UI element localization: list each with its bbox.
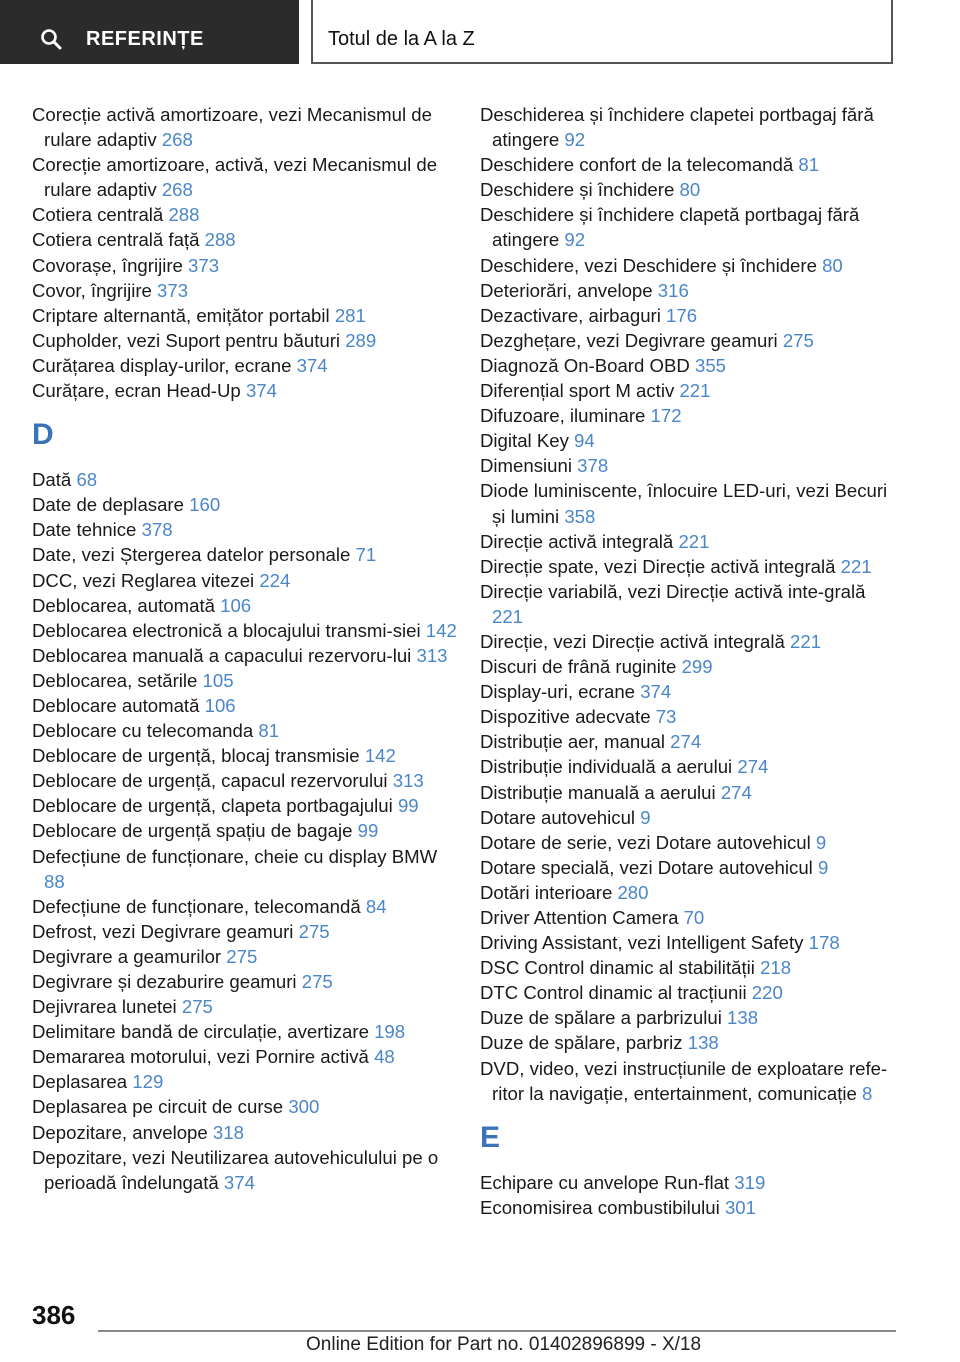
- index-entry-text: Date, vezi Ștergerea datelor personale: [32, 544, 351, 566]
- page-link[interactable]: 274: [737, 756, 769, 778]
- index-entry: [32, 718, 462, 743]
- page-link[interactable]: 268: [161, 179, 193, 201]
- section-letter: E: [480, 1120, 501, 1154]
- index-entry: [32, 303, 462, 328]
- page-link[interactable]: 88: [44, 870, 65, 892]
- page-link[interactable]: 274: [720, 781, 752, 803]
- index-entry-text: Driving Assistant, vezi Intelligent Safety: [480, 932, 804, 954]
- index-entry: [32, 152, 462, 202]
- index-entry-text: Deblocare de urgență, clapeta portbagajului: [32, 795, 393, 817]
- index-entry: [32, 1019, 462, 1044]
- page-link[interactable]: 9: [815, 831, 827, 853]
- page-link[interactable]: 70: [683, 907, 705, 928]
- page-link[interactable]: 84: [365, 895, 387, 917]
- index-entry-text: Deplasarea pe circuit de curse: [32, 1096, 284, 1118]
- page-link[interactable]: 288: [168, 204, 200, 226]
- page-link[interactable]: 221: [492, 605, 524, 627]
- page-link[interactable]: 374: [640, 681, 672, 703]
- index-entry-text: Dejivrarea lunetei: [32, 996, 177, 1018]
- index-entry-text: Display-uri, ecrane: [480, 681, 636, 703]
- index-entry: [480, 453, 900, 478]
- index-entry: [480, 579, 900, 629]
- index-entry: [32, 353, 462, 378]
- page-link[interactable]: 378: [577, 455, 609, 477]
- tab-a-to-z[interactable]: [311, 0, 893, 64]
- page-link[interactable]: 281: [334, 304, 366, 326]
- page-link[interactable]: 220: [751, 982, 783, 1004]
- index-entry-text: Dimensiuni: [480, 455, 572, 477]
- index-entry: [32, 818, 462, 843]
- page-link[interactable]: 176: [666, 304, 698, 326]
- index-entry-text: Deblocare de urgență, capacul rezervorului: [32, 770, 388, 792]
- index-entry-text: Duze de spălare a parbrizului: [480, 1007, 722, 1029]
- page-link[interactable]: 224: [259, 569, 291, 591]
- page-link[interactable]: 80: [679, 179, 701, 201]
- index-entry-text: Deblocare de urgență spațiu de bagaje: [32, 820, 353, 842]
- index-entry-text: Direcție variabilă, vezi Direcție activă inte-grală: [480, 580, 866, 602]
- index-entry-text: Deschidere, vezi Deschidere și închidere: [480, 254, 817, 276]
- page-link[interactable]: 92: [564, 129, 586, 151]
- index-entry-text: Difuzoare, iluminare: [480, 405, 646, 427]
- index-entry: [480, 1056, 900, 1106]
- index-entry: [32, 693, 462, 718]
- index-entry-text: Degivrare a geamurilor: [32, 945, 222, 967]
- index-entry-text: Digital Key: [480, 430, 569, 452]
- index-entry-text: Delimitare bandă de circulație, avertizare: [32, 1021, 369, 1043]
- index-entry-text: Distribuție aer, manual: [480, 731, 665, 753]
- index-entry-text: Depozitare, anvelope: [32, 1121, 208, 1143]
- page-link[interactable]: 301: [724, 1196, 756, 1218]
- index-entry: [32, 768, 462, 793]
- index-entry-text: Deblocare de urgență, blocaj transmisie: [32, 745, 360, 767]
- index-entry-text: Deschidere și închidere clapetă portbagaj fără atingere: [480, 204, 860, 251]
- index-entry-text: DSC Control dinamic al stabilității: [480, 957, 755, 979]
- index-entry: [32, 969, 462, 994]
- page-link[interactable]: 280: [617, 881, 649, 903]
- page-link[interactable]: 129: [132, 1071, 164, 1093]
- index-entry: [480, 629, 900, 654]
- index-entry-text: Deblocarea manuală a capacului rezervoru-lui: [32, 644, 412, 666]
- index-entry-text: Dotări interioare: [480, 881, 613, 903]
- search-icon: [40, 28, 62, 50]
- page-link[interactable]: 99: [397, 795, 419, 817]
- index-entry: [480, 704, 900, 729]
- index-entry: [32, 102, 462, 152]
- page-link[interactable]: 138: [727, 1007, 759, 1029]
- page-link[interactable]: 274: [670, 731, 702, 753]
- footer-edition-text: Online Edition for Part no. 01402896899 - X/18: [306, 1334, 702, 1355]
- page-link[interactable]: 218: [760, 957, 792, 979]
- page-link[interactable]: 374: [296, 354, 328, 376]
- index-entry-text: DTC Control dinamic al tracțiunii: [480, 982, 747, 1004]
- page-link[interactable]: 94: [574, 430, 595, 452]
- index-entry-text: Degivrare și dezaburire geamuri: [32, 971, 297, 992]
- page-link[interactable]: 198: [374, 1021, 406, 1043]
- index-entry: [480, 353, 900, 378]
- page-link[interactable]: 268: [161, 129, 193, 151]
- page-link[interactable]: 142: [364, 745, 396, 767]
- index-entry-text: Deblocare automată: [32, 694, 200, 716]
- index-entry-text: Curățare, ecran Head-Up: [32, 380, 241, 402]
- index-entry-text: Discuri de frână ruginite: [480, 656, 677, 678]
- page-link[interactable]: 289: [345, 329, 377, 351]
- page-link[interactable]: 142: [425, 619, 457, 641]
- index-entry-text: Diferențial sport M activ: [480, 380, 675, 402]
- index-entry: [480, 102, 900, 152]
- index-entry: [480, 1170, 900, 1195]
- index-entry-text: Covorașe, îngrijire: [32, 254, 183, 276]
- top-bar: [0, 0, 960, 66]
- index-entry-text: Defrost, vezi Degivrare geamuri: [32, 920, 294, 942]
- index-entry-text: Depozitare, vezi Neutilizarea autovehiculului pe o perioadă îndelungată: [32, 1146, 439, 1193]
- index-entry: [32, 643, 462, 668]
- index-entry-text: Deblocarea, automată: [32, 594, 215, 616]
- index-entry-text: Date de deplasare: [32, 494, 184, 516]
- index-entry: [32, 492, 462, 517]
- index-entry-text: Direcție spate, vezi Direcție activă integrală: [480, 555, 836, 577]
- page-link[interactable]: 48: [374, 1046, 395, 1068]
- index-entry-text: Dotare autovehicul: [480, 806, 636, 828]
- index-entry-text: Direcție activă integrală: [480, 530, 674, 552]
- page-link[interactable]: 221: [790, 630, 822, 652]
- page-link[interactable]: 319: [734, 1171, 766, 1193]
- index-entry-text: Deschidere și închidere: [480, 179, 675, 201]
- index-entry: [32, 253, 462, 278]
- index-entry: [480, 830, 900, 855]
- index-entry: [32, 467, 462, 492]
- index-entry: [480, 805, 900, 830]
- index-entry-text: Distribuție manuală a aerului: [480, 781, 716, 803]
- page-link[interactable]: 81: [798, 154, 820, 176]
- index-entry: [32, 568, 462, 593]
- index-entry-text: Duze de spălare, parbriz: [480, 1032, 683, 1054]
- index-entry: [480, 754, 900, 779]
- page-link[interactable]: 138: [687, 1032, 719, 1054]
- index-entry-text: Economisirea combustibilului: [480, 1196, 720, 1218]
- index-column-right: [480, 102, 900, 1220]
- index-entry: [32, 994, 462, 1019]
- index-entry: [480, 529, 900, 554]
- page-link[interactable]: 378: [141, 519, 173, 541]
- index-entry: [480, 378, 900, 403]
- page-link[interactable]: 99: [357, 820, 379, 842]
- page-link[interactable]: 221: [840, 555, 872, 577]
- index-entry-text: Cotiera centrală: [32, 204, 164, 226]
- index-entry: [32, 844, 462, 894]
- index-entry: [32, 793, 462, 818]
- index-entry: [480, 855, 900, 880]
- page-link[interactable]: 80: [822, 254, 843, 276]
- page-link[interactable]: 373: [188, 254, 220, 276]
- index-entry: [480, 1195, 900, 1220]
- page-link[interactable]: 106: [204, 694, 236, 716]
- index-entry-text: Deplasarea: [32, 1071, 128, 1093]
- index-entry: [32, 378, 462, 403]
- index-entry-text: Cupholder, vezi Suport pentru băuturi: [32, 329, 341, 351]
- index-entry: [32, 919, 462, 944]
- index-entry: [480, 328, 900, 353]
- page-link[interactable]: 92: [564, 229, 586, 251]
- index-entry-text: Corecție activă amortizoare, vezi Mecanismul de rulare adaptiv: [32, 104, 432, 151]
- index-entry-text: Dispozitive adecvate: [480, 706, 651, 728]
- index-entry: [32, 1044, 462, 1069]
- footer-divider: [98, 1330, 896, 1332]
- page-link[interactable]: 275: [301, 971, 333, 992]
- index-entry: [32, 278, 462, 303]
- page-link[interactable]: 318: [212, 1121, 244, 1143]
- page-link[interactable]: 8: [862, 1082, 873, 1104]
- page-link[interactable]: 221: [678, 530, 710, 552]
- index-entry-text: Distribuție individuală a aerului: [480, 756, 733, 778]
- page-link[interactable]: 316: [657, 279, 689, 301]
- page-link[interactable]: 73: [655, 706, 677, 728]
- index-entry: [32, 1120, 462, 1145]
- index-entry: [32, 593, 462, 618]
- index-entry-text: Deblocare cu telecomanda: [32, 720, 254, 742]
- index-entry-text: Deteriorări, anvelope: [480, 279, 653, 301]
- page-link[interactable]: 275: [782, 329, 814, 351]
- page-link[interactable]: 106: [220, 594, 252, 616]
- index-column-left: [32, 102, 462, 1195]
- index-entry: [480, 478, 900, 528]
- index-entry: [32, 227, 462, 252]
- index-entry: [480, 654, 900, 679]
- index-entry: [32, 618, 462, 643]
- index-entry: [480, 930, 900, 955]
- page-link[interactable]: 9: [640, 806, 651, 828]
- index-entry-text: DVD, video, vezi instrucțiunile de exploatare refe-ritor la navigație, entertainment, comunicație: [480, 1057, 888, 1104]
- index-entry-text: Defecțiune de funcționare, cheie cu display BMW: [32, 845, 438, 867]
- index-entry: [32, 944, 462, 969]
- page-link[interactable]: 275: [226, 945, 258, 967]
- index-entry: [32, 894, 462, 919]
- index-entry-text: Dotare de serie, vezi Dotare autovehicul: [480, 831, 811, 853]
- index-entry-text: Deblocarea, setările: [32, 669, 198, 691]
- index-entry: [32, 517, 462, 542]
- index-entry-text: Dată: [32, 469, 72, 491]
- page-link[interactable]: 288: [204, 229, 236, 251]
- tab-references-label: REFERINȚE: [86, 28, 204, 50]
- index-entry: [480, 1005, 900, 1030]
- page-link[interactable]: 68: [76, 469, 98, 491]
- tab-a-to-z-label: Totul de la A la Z: [328, 28, 475, 50]
- index-entry-text: Cotiera centrală față: [32, 229, 200, 251]
- index-entry: [480, 202, 900, 252]
- index-entry: [480, 1030, 900, 1055]
- index-entry: [480, 428, 900, 453]
- index-entry: [32, 542, 462, 567]
- page-link[interactable]: 172: [650, 405, 682, 427]
- page-link[interactable]: 221: [679, 380, 711, 402]
- index-entry: [480, 403, 900, 428]
- index-entry-text: Deblocarea electronică a blocajului transmi-siei: [32, 619, 421, 641]
- page-link[interactable]: 313: [392, 770, 424, 792]
- index-entry-text: Diagnoză On-Board OBD: [480, 354, 690, 376]
- index-entry: [32, 743, 462, 768]
- index-entry-text: Deschiderea și închidere clapetei portbagaj fără atingere: [480, 104, 874, 151]
- index-entry: [480, 554, 900, 579]
- index-entry: [32, 668, 462, 693]
- index-entry-text: Corecție amortizoare, activă, vezi Mecanismul de rulare adaptiv: [32, 154, 438, 201]
- page-link[interactable]: 81: [258, 720, 280, 742]
- index-entry: [480, 253, 900, 278]
- index-entry-text: Dotare specială, vezi Dotare autovehicul: [480, 856, 813, 878]
- index-entry: [32, 1145, 462, 1195]
- index-entry: [480, 278, 900, 303]
- index-entry-text: Date tehnice: [32, 519, 137, 541]
- page-link[interactable]: 9: [817, 856, 829, 878]
- page-link[interactable]: 275: [181, 996, 213, 1018]
- index-entry-text: Deschidere confort de la telecomandă: [480, 154, 794, 176]
- index-entry: [32, 1069, 462, 1094]
- index-entry-text: Demararea motorului, vezi Pornire activă: [32, 1046, 369, 1068]
- page-number: 386: [32, 1300, 76, 1330]
- index-entry: [480, 980, 900, 1005]
- page-link[interactable]: 374: [245, 380, 277, 402]
- page-link[interactable]: 313: [416, 644, 448, 666]
- index-entry-text: DCC, vezi Reglarea vitezei: [32, 569, 255, 591]
- index-entry: [480, 679, 900, 704]
- page-link[interactable]: 355: [694, 354, 727, 376]
- page-link[interactable]: 71: [355, 544, 377, 566]
- index-entry: [480, 780, 900, 805]
- index-entry: [480, 955, 900, 980]
- index-entry: [480, 729, 900, 754]
- index-entry-text: Curățarea display-urilor, ecrane: [32, 354, 292, 376]
- index-entry-text: Driver Attention Camera: [480, 907, 679, 928]
- index-entry-text: Criptare alternantă, emițător portabil: [32, 304, 330, 326]
- index-entry: [32, 328, 462, 353]
- index-entry-text: Echipare cu anvelope Run-flat: [480, 1171, 730, 1193]
- page-link[interactable]: 373: [157, 279, 189, 301]
- index-entry: [480, 905, 900, 930]
- page-link[interactable]: 358: [564, 505, 596, 527]
- page-link[interactable]: 300: [288, 1096, 320, 1118]
- page-link[interactable]: 178: [808, 932, 840, 954]
- page-link[interactable]: 275: [298, 920, 330, 942]
- page-link[interactable]: 105: [202, 669, 234, 691]
- index-entry: [480, 152, 900, 177]
- index-entry-text: Defecțiune de funcționare, telecomandă: [32, 895, 361, 917]
- index-entry: [32, 202, 462, 227]
- index-entry-text: Dezghețare, vezi Degivrare geamuri: [480, 329, 778, 351]
- index-entry: [480, 880, 900, 905]
- tab-references[interactable]: [0, 0, 299, 64]
- section-letter: D: [32, 418, 54, 452]
- page-link[interactable]: 160: [189, 494, 221, 516]
- index-entry: [480, 303, 900, 328]
- index-entry-text: Diode luminiscente, înlocuire LED-uri, vezi Becuri și lumini: [480, 480, 888, 527]
- page-link[interactable]: 299: [681, 656, 713, 678]
- index-entry-text: Direcție, vezi Direcție activă integrală: [480, 630, 785, 652]
- index-entry: [480, 177, 900, 202]
- page-link[interactable]: 374: [223, 1171, 255, 1193]
- index-entry: [32, 1094, 462, 1119]
- index-entry-text: Dezactivare, airbaguri: [480, 304, 661, 326]
- index-entry-text: Covor, îngrijire: [32, 279, 152, 301]
